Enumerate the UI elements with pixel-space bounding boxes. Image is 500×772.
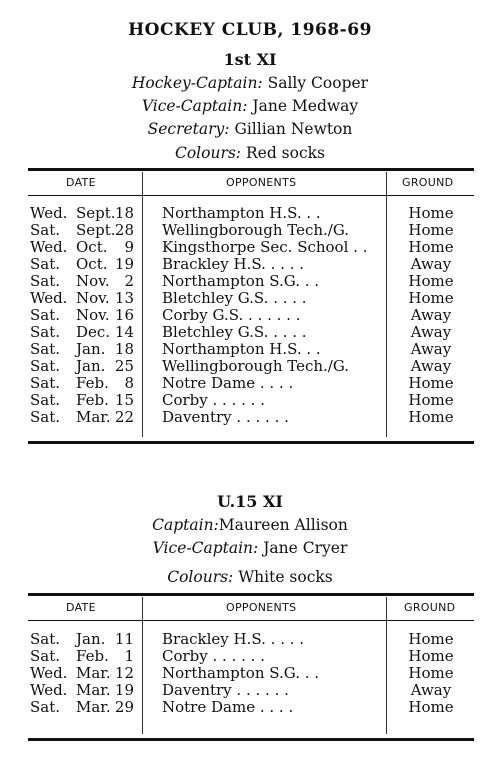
fixture-date: 12 xyxy=(114,664,134,682)
fixture-ground: Away xyxy=(410,306,452,324)
fixture-opponent: Notre Dame . . . . xyxy=(162,698,294,716)
fixture-ground: Home xyxy=(408,374,454,392)
fixture-date: 2 xyxy=(124,272,134,290)
first-xi-vice-name: Jane Medway xyxy=(252,97,359,115)
first-xi-header-rule xyxy=(28,195,474,196)
fixture-month: Mar. xyxy=(76,681,111,699)
fixture-ground: Away xyxy=(410,255,452,273)
fixture-date: 8 xyxy=(124,374,134,392)
fixture-month: Mar. xyxy=(76,408,111,426)
fixture-day: Sat. xyxy=(30,357,61,375)
fixture-opponent: Bletchley G.S. . . . . xyxy=(162,289,307,307)
fixture-date: 18 xyxy=(114,204,134,222)
fixture-month: Feb. xyxy=(76,391,109,409)
first-xi-header-date: DATE xyxy=(66,176,96,189)
fixture-ground: Home xyxy=(408,698,454,716)
first-xi-colours xyxy=(0,144,500,162)
first-xi-colours-label: Colours: xyxy=(174,144,242,162)
u15-xi-captain-label: Captain: xyxy=(152,516,219,534)
u15-xi-vice-captain xyxy=(0,539,500,557)
table-row xyxy=(0,341,500,358)
fixture-ground: Home xyxy=(408,408,454,426)
table-row xyxy=(0,409,500,426)
first-xi-colours-value: Red socks xyxy=(245,144,325,162)
fixture-month: Feb. xyxy=(76,647,109,665)
u15-xi-header-date: DATE xyxy=(66,601,96,614)
fixture-month: Mar. xyxy=(76,698,111,716)
fixture-month: Jan. xyxy=(76,630,106,648)
fixture-day: Sat. xyxy=(30,221,61,239)
first-xi-secretary xyxy=(0,120,500,138)
fixture-day: Sat. xyxy=(30,323,61,341)
u15-xi-colours-value: White socks xyxy=(238,568,333,586)
fixture-day: Wed. xyxy=(30,204,68,222)
fixture-month: Nov. xyxy=(76,306,110,324)
fixture-day: Sat. xyxy=(30,391,61,409)
fixture-ground: Home xyxy=(408,391,454,409)
table-row xyxy=(0,205,500,222)
fixture-date: 14 xyxy=(114,323,134,341)
fixture-opponent: Brackley H.S. . . . . xyxy=(162,255,305,273)
fixture-opponent: Corby . . . . . . xyxy=(162,391,265,409)
fixture-day: Wed. xyxy=(30,681,68,699)
fixture-month: Feb. xyxy=(76,374,109,392)
first-xi-captain xyxy=(0,74,500,92)
table-row xyxy=(0,256,500,273)
fixture-opponent: Daventry . . . . . . xyxy=(162,408,289,426)
first-xi-header-ground: GROUND xyxy=(402,176,454,189)
first-xi-secretary-label: Secretary: xyxy=(147,120,230,138)
fixture-day: Sat. xyxy=(30,630,61,648)
fixture-month: Mar. xyxy=(76,664,111,682)
fixture-month: Jan. xyxy=(76,340,106,358)
fixture-month: Oct. xyxy=(76,255,108,273)
fixture-opponent: Northampton S.G. . . xyxy=(162,272,320,290)
fixture-ground: Away xyxy=(410,323,452,341)
table-row xyxy=(0,222,500,239)
fixture-date: 25 xyxy=(114,357,134,375)
first-xi-header-opponents: OPPONENTS xyxy=(226,176,297,189)
fixture-opponent: Daventry . . . . . . xyxy=(162,681,289,699)
fixture-ground: Home xyxy=(408,238,454,256)
fixture-date: 22 xyxy=(114,408,134,426)
fixture-ground: Home xyxy=(408,664,454,682)
first-xi-captain-name: Sally Cooper xyxy=(267,74,369,92)
fixture-ground: Home xyxy=(408,630,454,648)
fixture-opponent: Corby G.S. . . . . . . xyxy=(162,306,301,324)
fixture-opponent: Bletchley G.S. . . . . xyxy=(162,323,307,341)
fixture-date: 13 xyxy=(114,289,134,307)
u15-xi-header-rule xyxy=(28,620,474,621)
fixture-opponent: Brackley H.S. . . . . xyxy=(162,630,305,648)
fixture-month: Jan. xyxy=(76,357,106,375)
u15-xi-captain-name: Maureen Allison xyxy=(218,516,348,534)
page-title: HOCKEY CLUB, 1968-69 xyxy=(128,20,372,40)
fixture-date: 1 xyxy=(124,647,134,665)
fixture-ground: Home xyxy=(408,204,454,222)
fixture-month: Dec. xyxy=(76,323,111,341)
fixture-opponent: Northampton S.G. . . xyxy=(162,664,320,682)
fixture-day: Sat. xyxy=(30,374,61,392)
u15-xi-fixture-list xyxy=(0,631,500,716)
fixture-ground: Home xyxy=(408,221,454,239)
fixture-opponent: Wellingborough Tech./G. xyxy=(162,221,350,239)
table-row xyxy=(0,358,500,375)
u15-xi-title: U.15 XI xyxy=(217,492,283,511)
fixture-day: Sat. xyxy=(30,340,61,358)
fixture-date: 15 xyxy=(114,391,134,409)
first-xi-captain-label: Hockey-Captain: xyxy=(131,74,263,92)
u15-xi-colours-label: Colours: xyxy=(167,568,234,586)
u15-xi-captain xyxy=(0,516,500,534)
fixture-day: Sat. xyxy=(30,272,61,290)
fixture-date: 19 xyxy=(114,681,134,699)
u15-xi-header-ground: GROUND xyxy=(404,601,456,614)
u15-xi-colours xyxy=(0,568,500,586)
fixture-date: 9 xyxy=(124,238,134,256)
table-row xyxy=(0,699,500,716)
fixture-date: 16 xyxy=(114,306,134,324)
fixture-date: 18 xyxy=(114,340,134,358)
u15-xi-top-rule xyxy=(28,593,474,596)
fixture-opponent: Corby . . . . . . xyxy=(162,647,265,665)
fixture-date: 29 xyxy=(114,698,134,716)
fixture-ground: Away xyxy=(410,681,452,699)
fixture-opponent: Northampton H.S. . . xyxy=(162,204,321,222)
fixture-day: Sat. xyxy=(30,698,61,716)
fixture-day: Sat. xyxy=(30,647,61,665)
fixture-day: Wed. xyxy=(30,238,68,256)
fixture-month: Sept. xyxy=(76,204,116,222)
first-xi-vice-label: Vice-Captain: xyxy=(141,97,248,115)
table-row xyxy=(0,665,500,682)
first-xi-title: 1st XI xyxy=(223,50,277,69)
fixture-ground: Home xyxy=(408,272,454,290)
u15-xi-vice-name: Jane Cryer xyxy=(263,539,348,557)
table-row xyxy=(0,648,500,665)
fixture-ground: Home xyxy=(408,647,454,665)
first-xi-vice-captain xyxy=(0,97,500,115)
table-row xyxy=(0,375,500,392)
fixture-ground: Away xyxy=(410,340,452,358)
fixture-day: Wed. xyxy=(30,664,68,682)
table-row xyxy=(0,290,500,307)
fixture-date: 28 xyxy=(114,221,134,239)
fixture-month: Sept. xyxy=(76,221,116,239)
fixture-opponent: Kingsthorpe Sec. School . . xyxy=(162,238,368,256)
u15-xi-bottom-rule xyxy=(28,738,474,741)
table-row xyxy=(0,392,500,409)
fixture-opponent: Wellingborough Tech./G. xyxy=(162,357,350,375)
fixture-day: Sat. xyxy=(30,408,61,426)
u15-xi-header-opponents: OPPONENTS xyxy=(226,601,297,614)
fixture-day: Sat. xyxy=(30,306,61,324)
table-row xyxy=(0,682,500,699)
first-xi-fixture-list xyxy=(0,205,500,426)
fixture-date: 19 xyxy=(114,255,134,273)
first-xi-top-rule xyxy=(28,168,474,171)
table-row xyxy=(0,324,500,341)
fixture-opponent: Notre Dame . . . . xyxy=(162,374,294,392)
first-xi-bottom-rule xyxy=(28,441,474,444)
u15-xi-vice-label: Vice-Captain: xyxy=(152,539,259,557)
table-row xyxy=(0,273,500,290)
fixture-month: Nov. xyxy=(76,272,110,290)
table-row xyxy=(0,239,500,256)
fixture-day: Wed. xyxy=(30,289,68,307)
first-xi-secretary-name: Gillian Newton xyxy=(234,120,353,138)
fixture-opponent: Northampton H.S. . . xyxy=(162,340,321,358)
fixture-ground: Away xyxy=(410,357,452,375)
fixture-month: Nov. xyxy=(76,289,110,307)
table-row xyxy=(0,631,500,648)
fixture-ground: Home xyxy=(408,289,454,307)
fixture-day: Sat. xyxy=(30,255,61,273)
table-row xyxy=(0,307,500,324)
fixture-date: 11 xyxy=(114,630,134,648)
fixture-month: Oct. xyxy=(76,238,108,256)
